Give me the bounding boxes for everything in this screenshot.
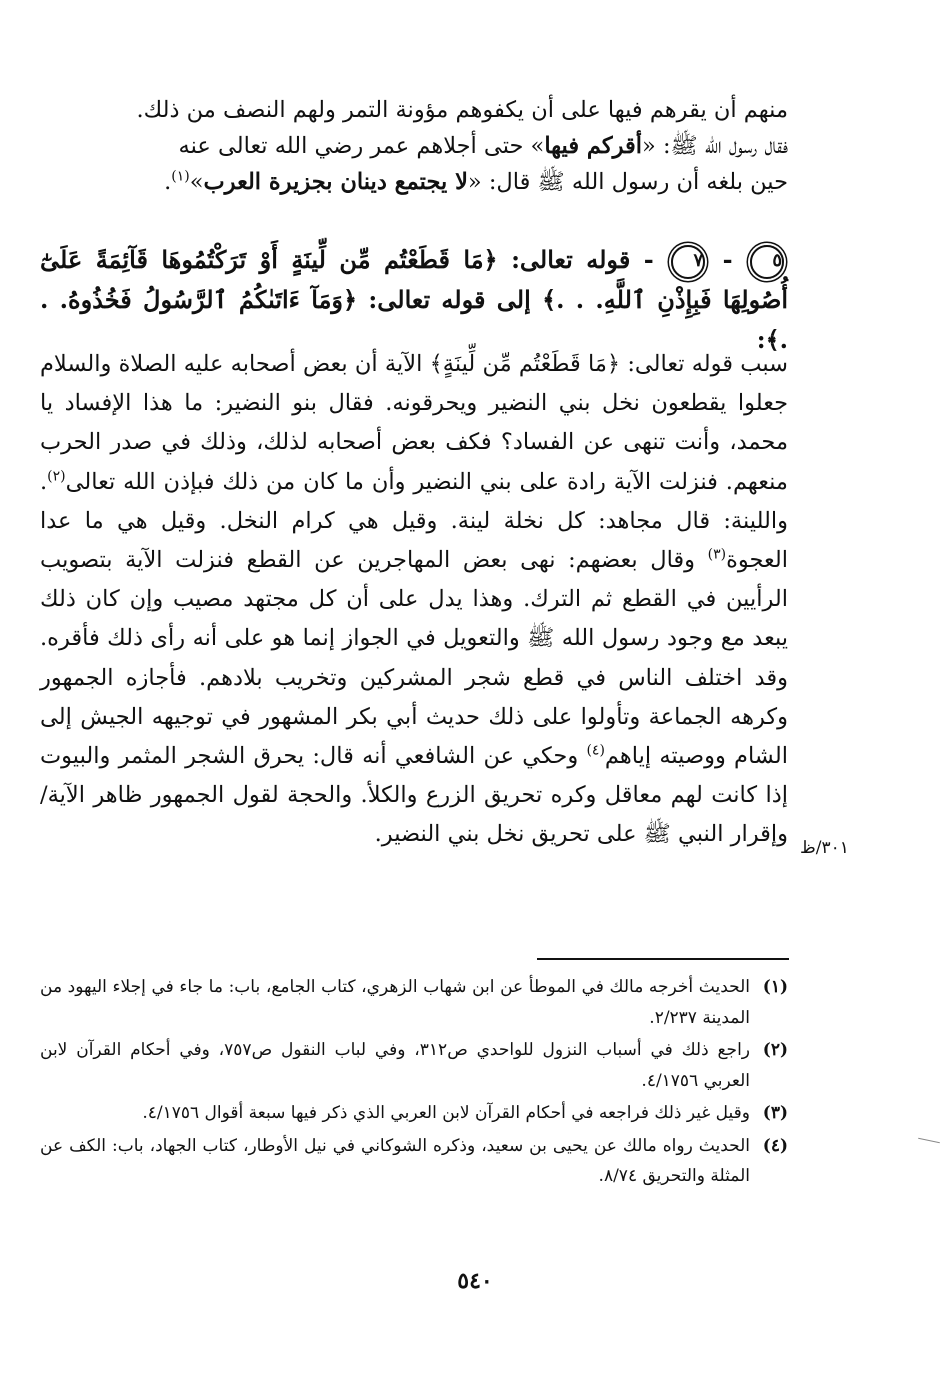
commentary-part-5: وحكي عن الشافعي أنه قال: يحرق الشجر المثمر والبيوت إذا كانت لهم معاقل وكره تحريق الزرع والكلأ. والحجة لقول الجمهور ظاهر الآية/ وإقرار النبي ﷺ على تحريق نخل بني النضير. [40,743,788,848]
verse-separator-2: - [643,245,654,274]
commentary-part-2: الآية أن بعض أصحابه عليه الصلاة والسلام جعلوا يقطعون نخل بني النضير ويحرقونه. فقال بنو النضير: ما هذا الإفساد يا محمد، وأنت تنهى عن الفساد؟ فكف بعض أصحابه لذلك، وذلك في صدر الحرب منعهم. فنزلت الآية رادة على بني النضير وأن ما كان من ذلك فبإذن الله تعالى [40,351,788,495]
intro-line-2 [40,128,788,164]
footnote-4 [40,1131,788,1192]
footnote-ref-4: (٤) [586,742,605,759]
intro-line-3-end: . [164,169,172,195]
footnote-1 [40,972,788,1033]
footnote-number: (٣) [762,1103,788,1123]
footnote-text: الحديث أخرجه مالك في الموطأ عن ابن شهاب الزهري، كتاب الجامع، باب: ما جاء في إجلاء اليهود من المدينة ٢/٢٣٧. [40,977,750,1028]
commentary-text [40,345,788,855]
intro-line-3 [40,164,788,200]
footnote-text: راجع ذلك في أسباب النزول للواحدي ص٣١٢، وفي لباب النقول ص٧٥٧، وفي أحكام القرآن لابن العربي ٤/١٧٥٦. [40,1040,750,1091]
hadith-quote-1: أقركم فيها [544,133,643,159]
ayah-text-1: ﴿مَا قَطَعْتُم مِّن لِّينَةٍ أَوْ تَرَكْتُمُوهَا قَآئِمَةً عَلَىٰٓ أُصُولِهَا فَبِإِذْنِ ٱللَّهِ. . .﴾ [40,245,789,314]
commentary-part-3: . واللينة: قال مجاهد: كل نخلة لينة. وقيل هي كرام النخل. وقيل هي ما عدا العجوة [40,468,788,574]
footnote-3 [40,1098,788,1129]
footnote-text: وقيل غير ذلك فراجعه في أحكام القرآن لابن العربي الذي ذكر فيها سبعة أقوال ٤/١٧٥٦. [142,1103,750,1123]
footnote-ref-3: (٣) [707,546,727,563]
commentary-ayah: ﴿مَا قَطَعْتُم مِّن لِّينَةٍ﴾ [429,351,621,377]
surah-number-badge: ٥ [750,245,784,279]
footnote-2 [40,1035,788,1096]
ayah-text-2: ﴿وَمَآ ءَاتَىٰكُمُ ٱلرَّسُولُ فَخُذُوهُ. . .﴾: [40,285,788,354]
ayah-number-badge: ٧ [671,245,705,279]
footnote-divider [537,958,789,960]
footnote-ref-2: (٢) [47,468,66,485]
footnote-number: (١) [762,977,788,997]
footnotes-section [40,972,788,1194]
verse-heading [40,240,788,360]
verse-connector: إلى قوله تعالى: [368,285,531,314]
footnote-number: (٢) [762,1040,788,1060]
intro-line-3-post: » [189,169,204,195]
hadith-quote-2: لا يجتمع دينان بجزيرة العرب [203,169,468,195]
verse-separator-1: - [722,245,733,274]
verse-label: قوله تعالى: [511,245,631,274]
manuscript-folio-note: ٣٠١/ظ [800,838,849,858]
page-number: ٥٤٠ [457,1268,493,1294]
commentary-part-4: وقال بعضهم: نهى بعض المهاجرين عن القطع فنزلت الآية بتصويب الرأيين في القطع ثم الترك. وهذا يدل على أن كل مجتهد مصيب وإن كان ذلك يبعد مع وجود رسول الله ﷺ والتعويل في الجواز إنما هو على أنه رأى ذلك فأقره. وقد اختلف الناس في قطع شجر المشركين وتخريب بلادهم. فأجازه الجمهور وكرهه الجماعة وتأولوا على ذلك حديث أبي بكر المشهور في توجيهه الجيش إلى الشام ووصيته إياهم [40,547,788,770]
intro-line-1: منهم أن يقرهم فيها على أن يكفوهم مؤونة التمر ولهم النصف من ذلك. [136,97,788,123]
intro-paragraph [40,92,788,200]
footnote-number: (٤) [762,1135,788,1156]
footnote-text: الحديث رواه مالك عن يحيى بن سعيد، وذكره الشوكاني في نيل الأوطار، كتاب الجهاد، باب: الكف عن المثلة والتحريق ٨/٧٤. [40,1135,750,1186]
commentary-paragraph [40,345,788,855]
intro-line-2-post: » حتى أجلاهم عمر رضي الله تعالى عنه [178,133,545,159]
intro-line-3-pre: حين بلغه أن رسول الله ﷺ قال: « [467,169,788,195]
intro-line-2-pre: فقال رسول الله ﷺ: « [642,133,788,159]
commentary-part-1: سبب قوله تعالى: [620,351,789,377]
scan-mark [918,1138,940,1144]
footnote-ref-1: (١) [171,168,190,185]
